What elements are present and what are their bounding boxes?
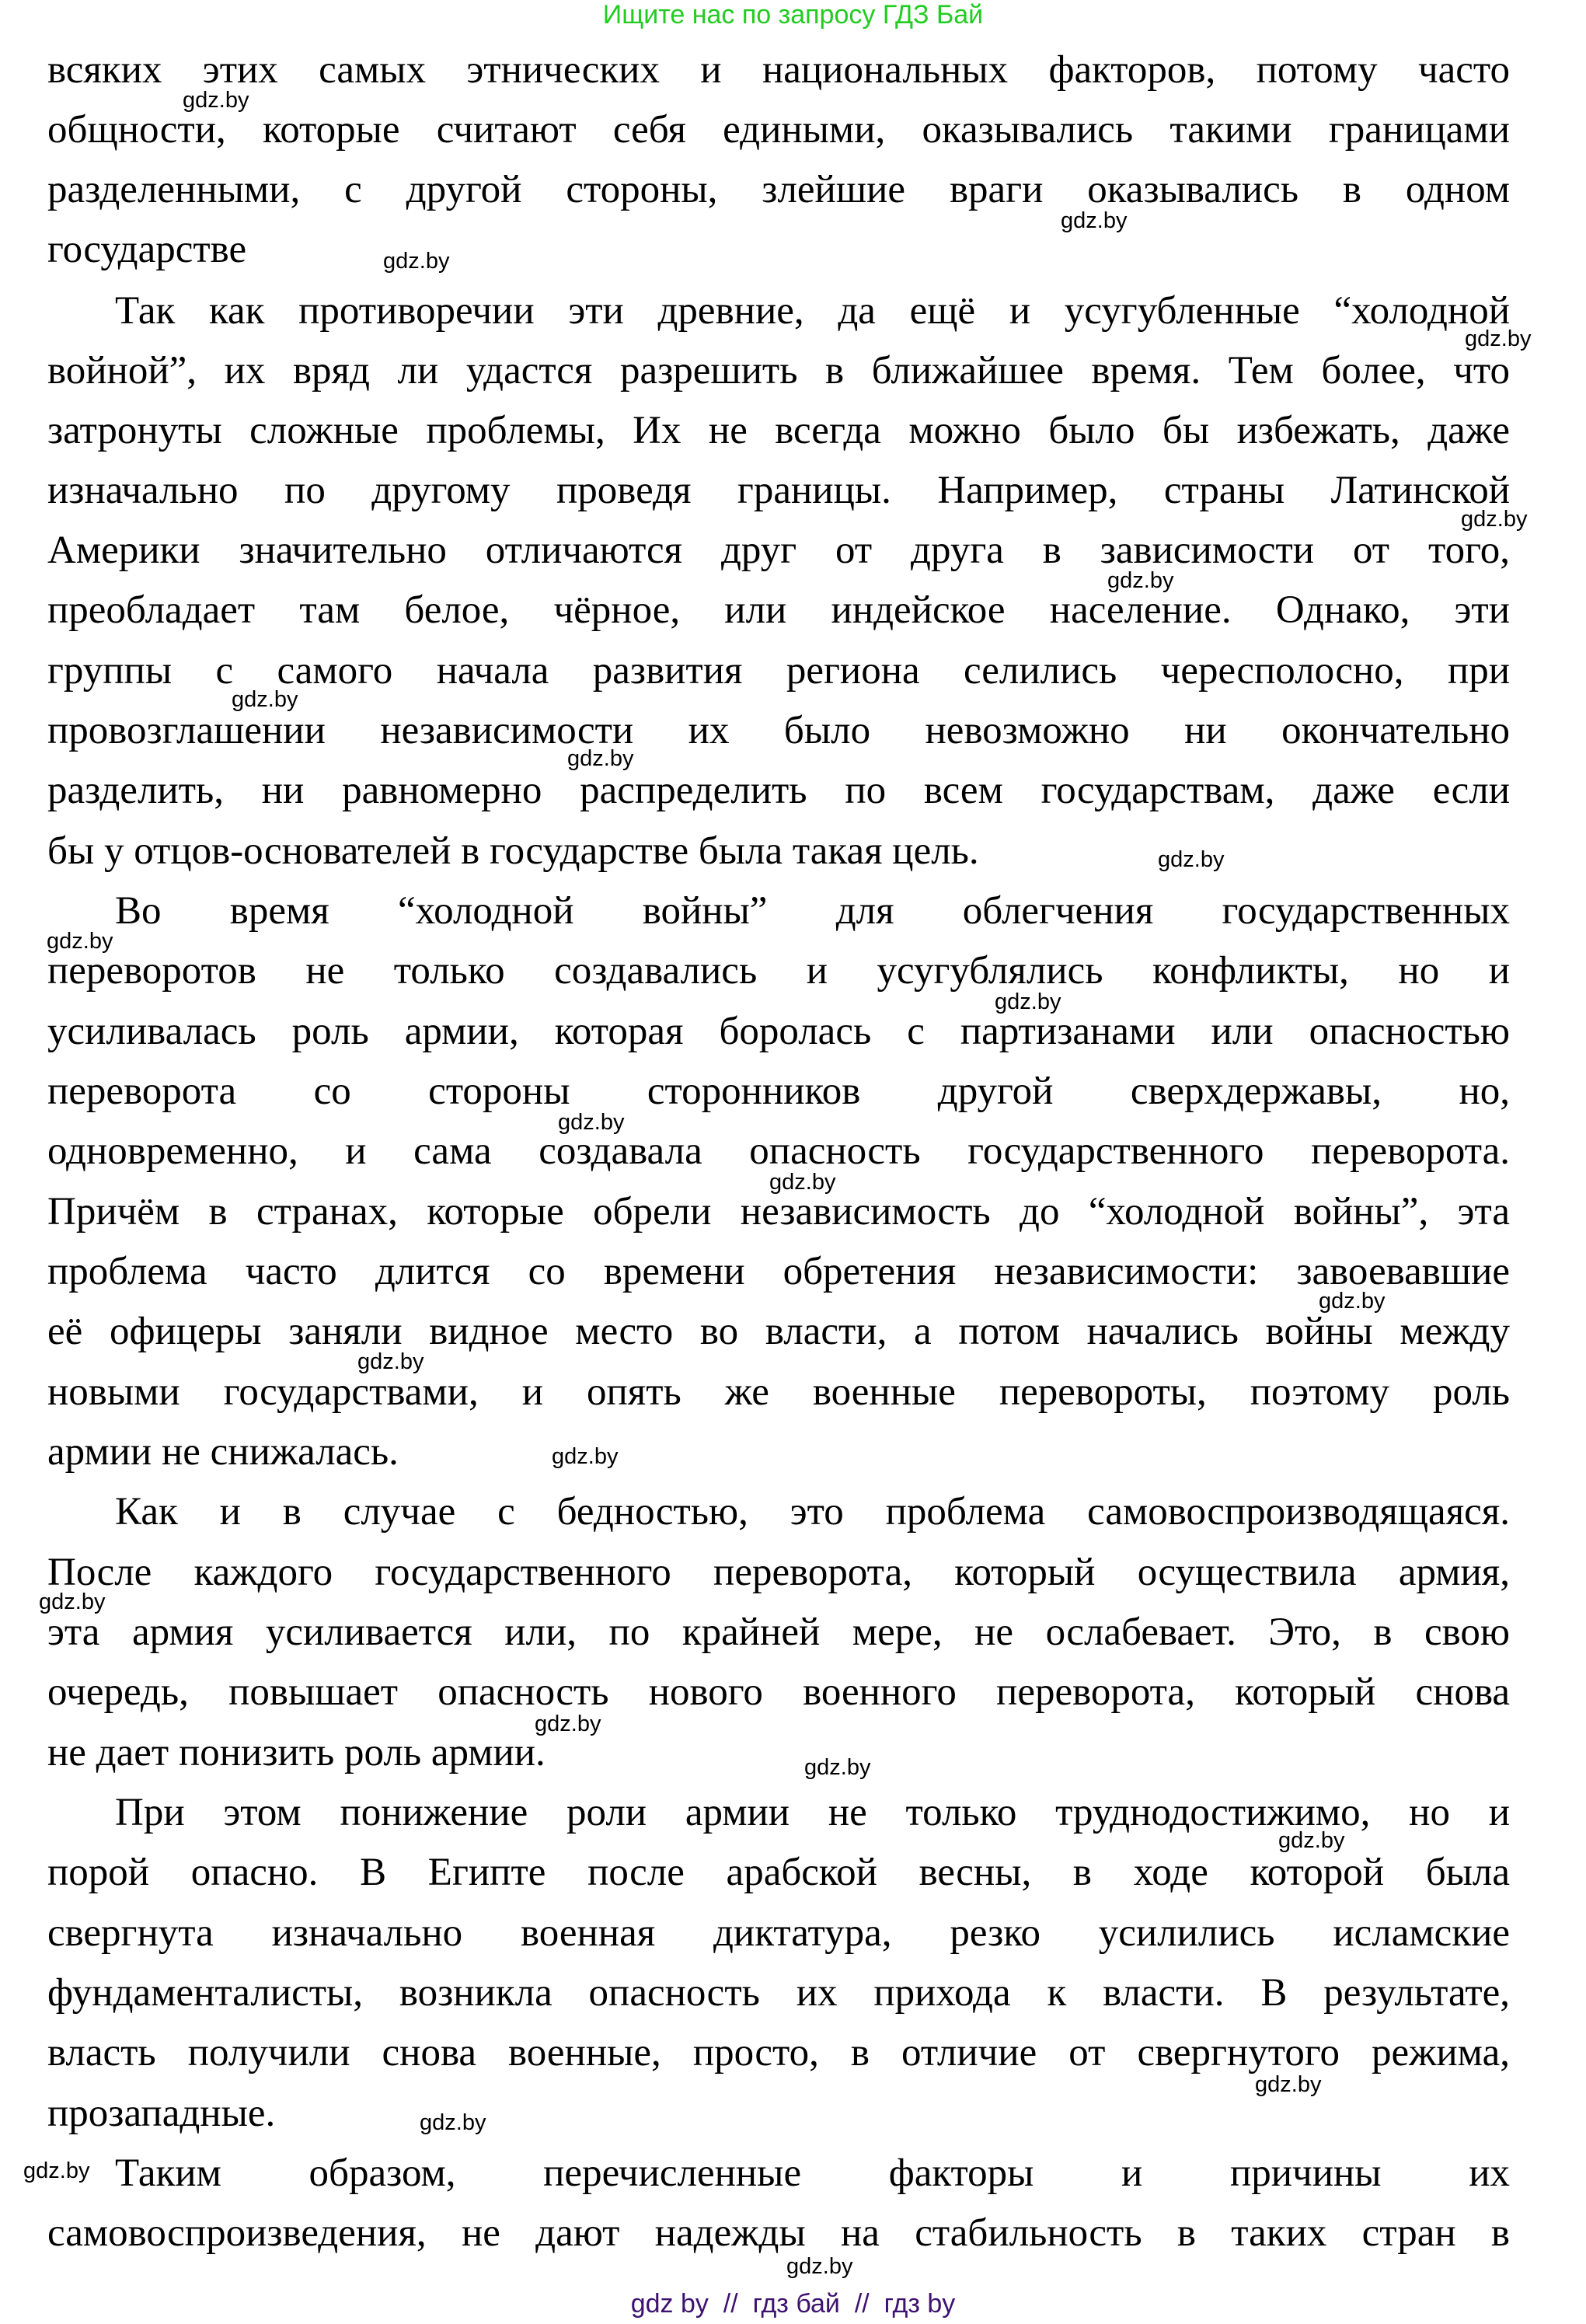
text-line: При этом понижение роли армии не только труднодостижимо, но и bbox=[115, 1791, 1510, 1834]
text-line: одновременно, и сама создавала опасность государственного переворота. bbox=[47, 1129, 1510, 1173]
text-line: её офицеры заняли видное место во власти, а потом начались войны между bbox=[47, 1310, 1510, 1353]
text-line: прозападные. bbox=[47, 2092, 276, 2135]
text-line: затронуты сложные проблемы, Их не всегда можно было бы избежать, даже bbox=[47, 409, 1510, 452]
text-line: группы с самого начала развития региона селились чересполосно, при bbox=[47, 649, 1510, 693]
watermark: gdz.by bbox=[995, 989, 1061, 1014]
watermark: gdz.by bbox=[567, 746, 634, 771]
text-line: эта армия усиливается или, по крайней мере, не ослабевает. Это, в свою bbox=[47, 1610, 1510, 1654]
watermark: gdz.by bbox=[420, 2110, 486, 2135]
text-line: проблема часто длится со времени обретения независимости: завоевавшие bbox=[47, 1250, 1510, 1293]
text-line: власть получили снова военные, просто, в отличие от свергнутого режима, bbox=[47, 2031, 1510, 2075]
text-line: провозглашении независимости их было невозможно ни окончательно bbox=[47, 709, 1510, 752]
watermark: gdz.by bbox=[47, 929, 113, 954]
watermark: gdz.by bbox=[804, 1755, 871, 1780]
text-line: не дает понизить роль армии. bbox=[47, 1731, 546, 1774]
footer-links[interactable]: gdz by // гдз бай // гдз by bbox=[630, 2289, 956, 2319]
text-line: усиливалась роль армии, которая боролась с партизанами или опасностью bbox=[47, 1010, 1510, 1053]
text-line: переворотов не только создавались и усугублялись конфликты, но и bbox=[47, 949, 1510, 993]
watermark: gdz.by bbox=[232, 687, 298, 712]
text-line: изначально по другому проведя границы. Например, страны Латинской bbox=[47, 469, 1510, 512]
watermark: gdz.by bbox=[39, 1589, 106, 1614]
text-line: новыми государствами, и опять же военные перевороты, поэтому роль bbox=[47, 1370, 1510, 1414]
watermark: gdz.by bbox=[23, 2158, 90, 2183]
watermark: gdz.by bbox=[1107, 568, 1174, 593]
watermark: gdz.by bbox=[769, 1170, 836, 1195]
watermark: gdz.by bbox=[1465, 326, 1532, 351]
text-line: войной”, их вряд ли удастся разрешить в ближайшее время. Тем более, что bbox=[47, 349, 1510, 393]
text-line: Как и в случае с бедностью, это проблема самовоспроизводящаяся. bbox=[115, 1490, 1510, 1534]
watermark: gdz.by bbox=[1319, 1289, 1386, 1314]
text-line: Америки значительно отличаются друг от друга в зависимости от того, bbox=[47, 529, 1510, 572]
watermark: gdz.by bbox=[558, 1110, 625, 1135]
text-line: разделить, ни равномерно распределить по всем государствам, даже если bbox=[47, 769, 1510, 812]
text-line: порой опасно. В Египте после арабской весны, в ходе которой была bbox=[47, 1851, 1510, 1894]
text-line: фундаменталисты, возникла опасность их прихода к власти. В результате, bbox=[47, 1971, 1510, 2015]
watermark: gdz.by bbox=[1061, 208, 1128, 233]
text-line: государстве bbox=[47, 228, 247, 271]
watermark: gdz.by bbox=[552, 1444, 619, 1469]
text-line: Так как противоречии эти древние, да ещё и усугубленные “холодной bbox=[115, 289, 1510, 333]
text-line: бы у отцов-основателей в государстве была такая цель. bbox=[47, 829, 979, 873]
text-line: общности, которые считают себя едиными, оказывались такими границами bbox=[47, 108, 1510, 152]
search-banner: Ищите нас по запросу ГДЗ Бай bbox=[602, 0, 984, 30]
text-line: армии не снижалась. bbox=[47, 1430, 399, 1474]
text-line: всяких этих самых этнических и национальных факторов, потому часто bbox=[47, 48, 1510, 92]
watermark: gdz.by bbox=[383, 249, 450, 274]
text-line: свергнута изначально военная диктатура, резко усилились исламские bbox=[47, 1911, 1510, 1955]
text-line: После каждого государственного переворота, который осуществила армия, bbox=[47, 1551, 1510, 1594]
watermark: gdz.by bbox=[357, 1349, 424, 1374]
watermark: gdz.by bbox=[1461, 507, 1528, 532]
text-line: Причём в странах, которые обрели независимость до “холодной войны”, эта bbox=[47, 1190, 1510, 1234]
text-line: преобладает там белое, чёрное, или индейское население. Однако, эти bbox=[47, 588, 1510, 632]
text-line: Таким образом, перечисленные факторы и причины их bbox=[115, 2151, 1510, 2195]
watermark: gdz.by bbox=[1158, 847, 1225, 872]
text-line: разделенными, с другой стороны, злейшие враги оказывались в одном bbox=[47, 168, 1510, 211]
watermark: gdz.by bbox=[786, 2254, 853, 2279]
text-line: очередь, повышает опасность нового военного переворота, который снова bbox=[47, 1670, 1510, 1714]
text-line: самовоспроизведения, не дают надежды на стабильность в таких стран в bbox=[47, 2211, 1510, 2255]
watermark: gdz.by bbox=[535, 1712, 601, 1736]
text-line: Во время “холодной войны” для облегчения государственных bbox=[115, 889, 1510, 933]
watermark: gdz.by bbox=[183, 88, 249, 113]
watermark: gdz.by bbox=[1255, 2072, 1322, 2097]
watermark: gdz.by bbox=[1278, 1828, 1345, 1853]
text-line: переворота со стороны сторонников другой сверхдержавы, но, bbox=[47, 1070, 1510, 1113]
